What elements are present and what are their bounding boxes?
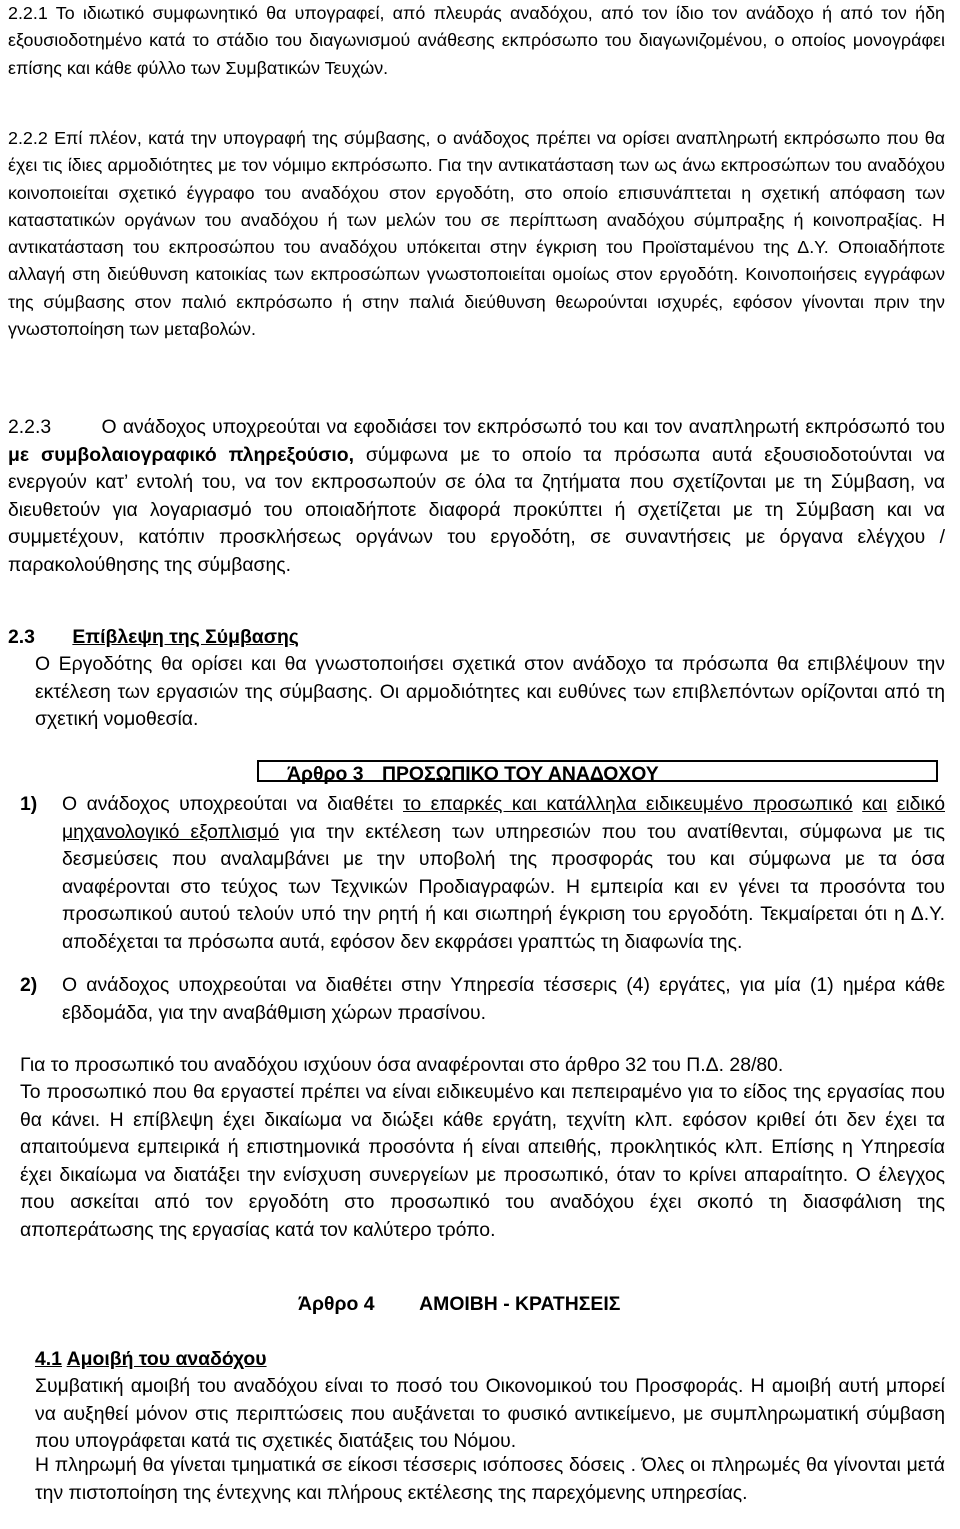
- paragraph-2-2-1: [8, 0, 945, 82]
- paragraph-text-continued: σύμφωνα με το οποίο τα πρόσωπα αυτά εξουσιοδοτούνται να ενεργούν κατ’ εντολή του, να τον εκπροσωπούν σε όλα τα ζητήματα που σχετίζονται με τη Σύμβαση, να διευθετούν για λογαριασμό του οποιαδήποτε διαφορά προκύπτει ή σχετίζεται με τη Σύμβαση και να συμμετέχουν, κατόπιν προσκλήσεως οργάνων του εργοδότη, σε συναντήσεις με όργανα ελέγχου / παρακολούθησης της σύμβασης.: [8, 443, 945, 576]
- underlined-staff: το επαρκές και κατάλληλα ειδικευμένο προσωπικό: [403, 793, 853, 815]
- underlined-equipment: ειδικό μηχανολογικό εξοπλισμό: [62, 793, 945, 843]
- section-4-1-heading: [35, 1346, 635, 1374]
- section-number: 2.2.3: [8, 416, 52, 438]
- article-3-title: ΠΡΟΣΩΠΙΚΟ ΤΟΥ ΑΝΑΔΟΧΟΥ: [382, 763, 659, 785]
- paragraph-2-3: [35, 651, 945, 734]
- bold-notarial-proxy: με συμβολαιογραφικό πληρεξούσιο,: [8, 443, 354, 466]
- paragraph-4-1-payment: [35, 1452, 945, 1507]
- section-number: 2.2.1: [8, 3, 48, 23]
- paragraph-text: Το ιδιωτικό συμφωνητικό θα υπογραφεί, από πλευράς αναδόχου, από τον ίδιο τον ανάδοχο ή από τον ήδη εξουσιοδοτημένο κατά το στάδιο του διαγωνισμού ανάθεσης εκπρόσωπο του διαγωνιζομένου, ο οποίος μονογράφει επίσης και κάθε φύλλο των Συμβατικών Τευχών.: [8, 3, 945, 78]
- article-4-heading: [298, 1291, 798, 1319]
- paragraph-text: Ο ανάδοχος υποχρεούται να εφοδιάσει τον εκπρόσωπό του και τον αναπληρωτή εκπρόσωπό του: [101, 416, 945, 438]
- section-title: Αμοιβή του αναδόχου: [66, 1348, 267, 1370]
- item-text: Ο ανάδοχος υποχρεούται να διαθέτει στην Υπηρεσία τέσσερις (4) εργάτες, για μία (1) ημέρα κάθε εβδομάδα, για την αναβάθμιση χώρων πρασίνου.: [62, 974, 945, 1024]
- paragraph-text: Η πληρωμή θα γίνεται τμηματικά σε είκοσι τέσσερις ισόποσες δόσεις . Όλες οι πληρωμές θα γίνονται μετά την πιστοποίηση της έντεχνης και πλήρους εκτέλεσης της παρεχόμενης υπηρεσίας.: [35, 1454, 945, 1504]
- article-title: ΑΜΟΙΒΗ - ΚΡΑΤΗΣΕΙΣ: [419, 1293, 621, 1315]
- article-label: Άρθρο 4: [298, 1293, 375, 1315]
- paragraph-text-continued: Για την αντικατάσταση των ως άνω εκπροσώπων του αναδόχου κοινοποιείται σχετικό έγγραφο του αναδόχου στον εργοδότη, στο οποίο επισυνάπτεται η σχετική απόφαση των καταστατικών οργάνων του αναδόχου ή των μελών του σε περίπτωση αναδόχου σύμπραξης ή κοινοπραξίας. Η αντικατάσταση του εκπροσώπου του αναδόχου υπόκειται στην έγκριση του Προϊσταμένου της Δ.Υ. Οποιαδήποτε αλλαγή στη διεύθυνση κατοικίας των εκπροσώπων γνωστοποιείται ομοίως στον εργοδότη. Κοινοποιήσεις εγγράφων της σύμβασης στον παλιό εκπρόσωπο ή στην παλιά διεύθυνση θεωρούνται ισχυρές, εφόσον γίνονται πριν την γνωστοποίηση των μεταβολών.: [8, 155, 945, 340]
- paragraph-text: Για το προσωπικό του αναδόχου ισχύουν όσα αναφέρονται στο άρθρο 32 του Π.Δ. 28/80.: [20, 1054, 784, 1076]
- item-text: Ο ανάδοχος υποχρεούται να διαθέτει: [62, 793, 394, 815]
- section-number: 4.1: [35, 1348, 62, 1370]
- paragraph-text: Ο Εργοδότης θα ορίσει και θα γνωστοποιήσει σχετικά στον ανάδοχο τα πρόσωπα θα επιβλέψουν την εκτέλεση των εργασιών της σύμβασης. Οι αρμοδιότητες και ευθύνες των επιβλεπόντων ορίζονται από τη σχετική νομοθεσία.: [35, 653, 945, 730]
- article-3-paragraph-2: [20, 1079, 945, 1244]
- paragraph-text: Συμβατική αμοιβή του αναδόχου είναι το ποσό του Οικονομικού του Προσφοράς. Η αμοιβή αυτή μπορεί να αυξηθεί μόνον στις περιπτώσεις που αυξάνεται το φυσικό αντικείμενο, με συμπληρωματική σύμβαση που υπογράφεται κατά τις σχετικές διατάξεις του Νόμου.: [35, 1375, 945, 1452]
- section-number: 2.2.2: [8, 128, 48, 148]
- paragraph-text: Επί πλέον, κατά την υπογραφή της σύμβασης, ο ανάδοχος πρέπει να ορίσει αναπληρωτή εκπρόσωπο που θα έχει τις ίδιες αρμοδιότητες με τον νόμιμο εκπρόσωπο.: [8, 128, 945, 176]
- list-number: 2): [20, 974, 38, 996]
- list-number: 1): [20, 793, 38, 815]
- section-title: Επίβλεψη της Σύμβασης: [72, 626, 299, 648]
- article-3-paragraph-1: [20, 1052, 945, 1080]
- paragraph-2-2-3: [8, 414, 945, 579]
- article-3-item-2: [20, 972, 945, 1027]
- section-number: 2.3: [8, 626, 35, 648]
- paragraph-text: Το προσωπικό που θα εργαστεί πρέπει να είναι ειδικευμένο και πεπειραμένο για το είδος της εργασίας που θα κάνει. Η επίβλεψη έχει δικαίωμα να διώξει κάθε εργάτη, τεχνίτη κλπ. εφόσον κριθεί ότι δεν έχει τα απαιτούμενα εμπειρικά ή επιστημονικά προσόντα ή είναι απειθής, προκλητικός κλπ. Επίσης η Υπηρεσία έχει δικαίωμα να διατάξει την ενίσχυση συνεργείων με προσωπικό, όταν το κρίνει απαραίτητο. Ο έλεγχος που ασκείται από τον εργοδότη στο προσωπικό του αναδόχου έχει σκοπό τη διασφάλιση της αποπεράτωσης της εργασίας κατά τον καλύτερο τρόπο.: [20, 1081, 945, 1241]
- paragraph-4-1: [35, 1373, 945, 1456]
- item-text-continued: για την εκτέλεση των υπηρεσιών που του ανατίθενται, σύμφωνα με τις δεσμεύσεις που αναλαμβάνει με την υποβολή της προσφοράς του και σύμφωνα με τα όσα αναφέρονται στο τεύχος των Τεχνικών Προδιαγραφών. Η εμπειρία και εν γένει τα προσόντα του προσωπικού αυτού τελούν υπό την ρητή ή και σιωπηρή έγκριση του εργοδότη. Τεκμαίρεται ότι η Δ.Υ. αποδέχεται τα πρόσωπα αυτά, εφόσον δεν εκφράσει γραπτώς τη διαφωνία της.: [62, 820, 946, 953]
- underlined-and: και: [862, 793, 888, 815]
- section-2-3-heading: [8, 624, 608, 652]
- paragraph-2-2-2: [8, 125, 945, 343]
- article-3-item-1: [20, 791, 946, 956]
- article-3-label: Άρθρο 3: [287, 763, 364, 785]
